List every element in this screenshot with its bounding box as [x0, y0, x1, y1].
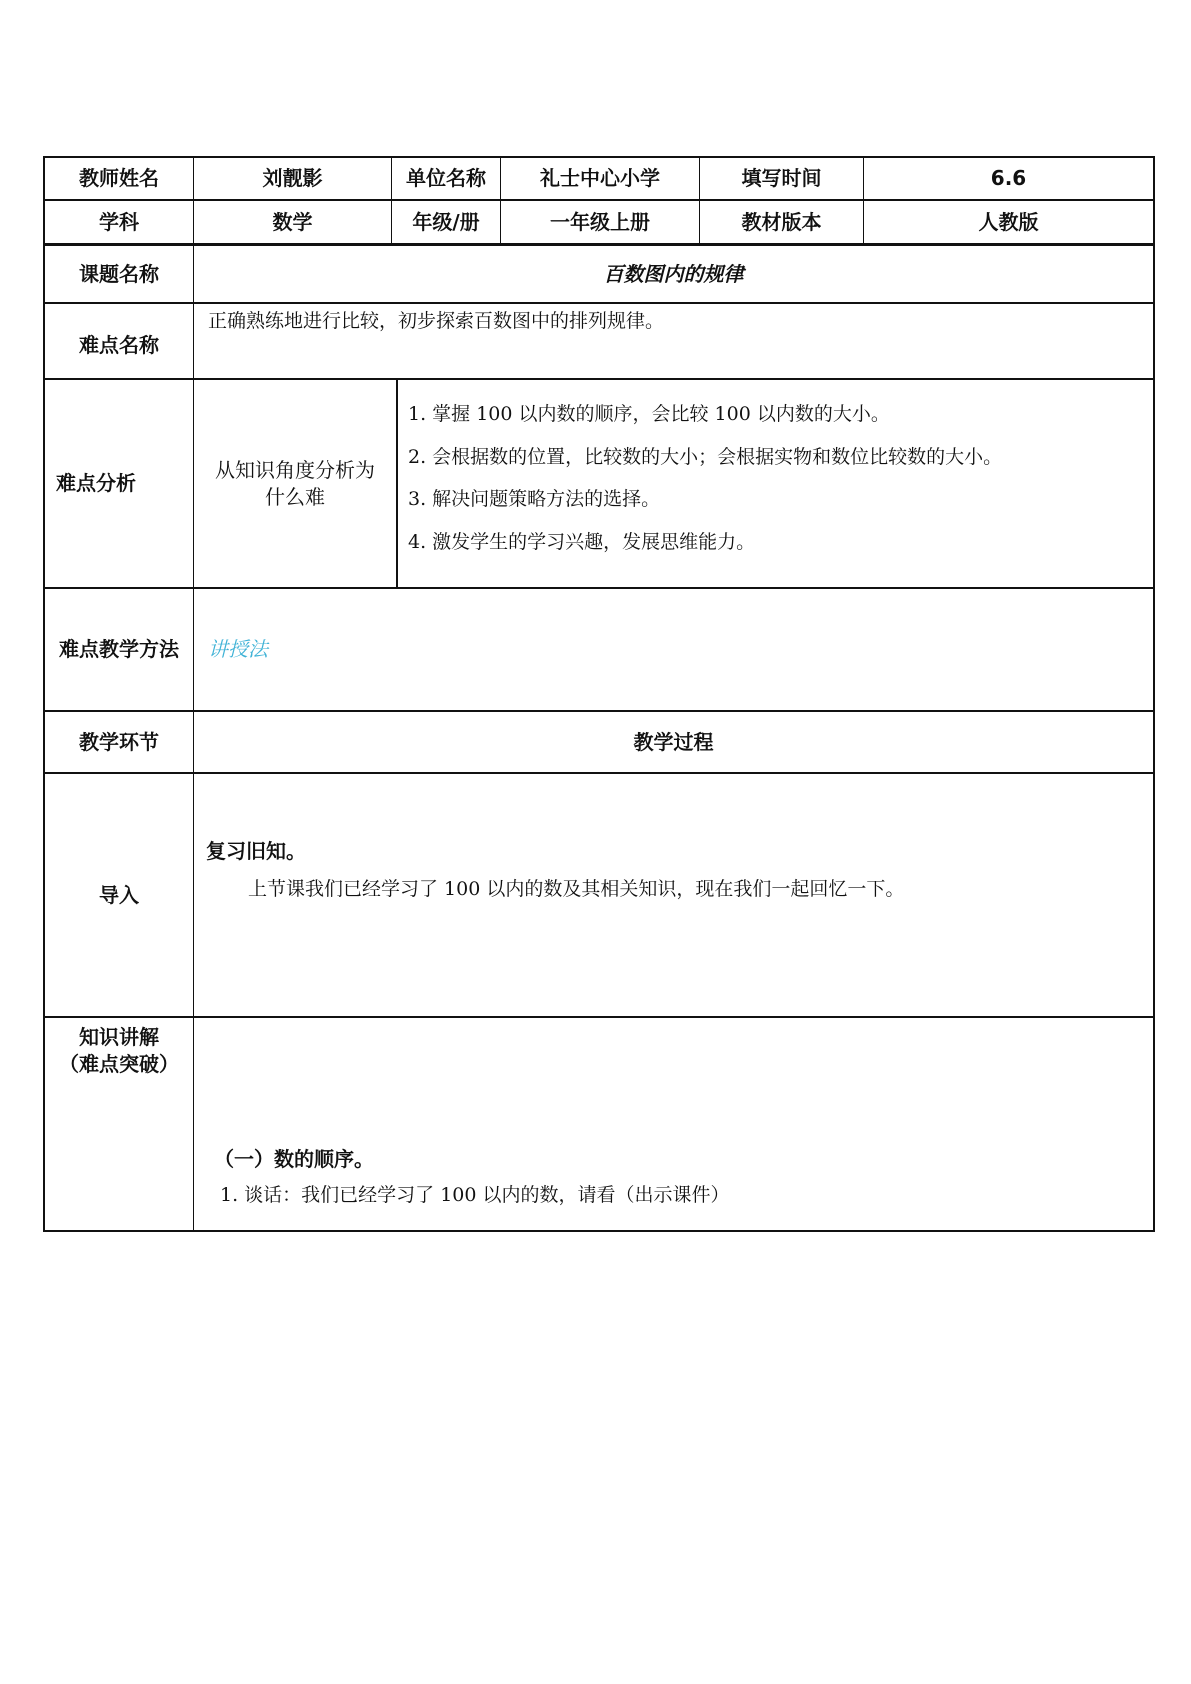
analysis-list: [398, 380, 1153, 587]
unit-name-value: 礼士中心小学: [501, 158, 700, 199]
analysis-item: 2. 会根据数的位置，比较数的大小；会根据实物和数位比较数的大小。: [408, 445, 1003, 468]
method-value-cell: [194, 589, 1153, 710]
process-title: 教学过程: [633, 729, 714, 754]
intro-content: [194, 774, 1153, 1016]
teacher-name-value: 刘靓影: [194, 158, 392, 199]
fill-date-label: 填写时间: [700, 158, 864, 199]
subject-value: 数学: [194, 201, 392, 243]
process-header-row: [45, 712, 1153, 774]
lesson-plan-table: [43, 156, 1155, 1232]
intro-heading: 复习旧知。: [206, 839, 306, 863]
info-row-2: [45, 201, 1153, 245]
difficulty-value: 正确熟练地进行比较，初步探索百数图中的排列规律。: [208, 310, 665, 332]
edition-label: 教材版本: [700, 201, 864, 243]
info-row-1: [45, 158, 1153, 201]
knowledge-row: [45, 1018, 1153, 1230]
knowledge-heading: （一）数的顺序。: [214, 1147, 374, 1171]
knowledge-label-line2: （难点突破）: [59, 1052, 179, 1076]
intro-row: [45, 774, 1153, 1018]
analysis-item: 3. 解决问题策略方法的选择。: [408, 488, 661, 511]
fill-date-value: 6.6: [990, 166, 1027, 190]
knowledge-label: [45, 1018, 194, 1230]
topic-value: 百数图内的规律: [603, 261, 744, 286]
knowledge-label-line1: 知识讲解: [79, 1025, 159, 1049]
method-row: [45, 589, 1153, 712]
teacher-name-label: 教师姓名: [45, 158, 194, 199]
edition-value: 人教版: [978, 209, 1039, 234]
process-stage-label: 教学环节: [45, 712, 194, 772]
analysis-label: 难点分析: [45, 380, 194, 587]
analysis-sub-label: 从知识角度分析为什么难: [194, 380, 398, 587]
analysis-row: [45, 380, 1153, 589]
analysis-item: 1. 掌握 100 以内数的顺序，会比较 100 以内数的大小。: [408, 403, 890, 425]
analysis-item: 4. 激发学生的学习兴趣，发展思维能力。: [408, 530, 756, 553]
unit-name-label: 单位名称: [392, 158, 501, 199]
difficulty-label: 难点名称: [45, 304, 194, 378]
intro-label: 导入: [45, 774, 194, 1016]
grade-label: 年级/册: [392, 201, 501, 243]
knowledge-text: 1. 谈话：我们已经学习了 100 以内的数，请看（出示课件）: [220, 1184, 730, 1206]
method-label: 难点教学方法: [45, 589, 194, 710]
topic-label: 课题名称: [45, 246, 194, 302]
grade-value: 一年级上册: [501, 201, 700, 243]
knowledge-content: [194, 1018, 1153, 1230]
subject-label: 学科: [45, 201, 194, 243]
method-value: 讲授法: [208, 637, 268, 661]
intro-text: 上节课我们已经学习了 100 以内的数及其相关知识，现在我们一起回忆一下。: [248, 878, 905, 900]
difficulty-row: [45, 304, 1153, 380]
topic-row: [45, 245, 1153, 304]
